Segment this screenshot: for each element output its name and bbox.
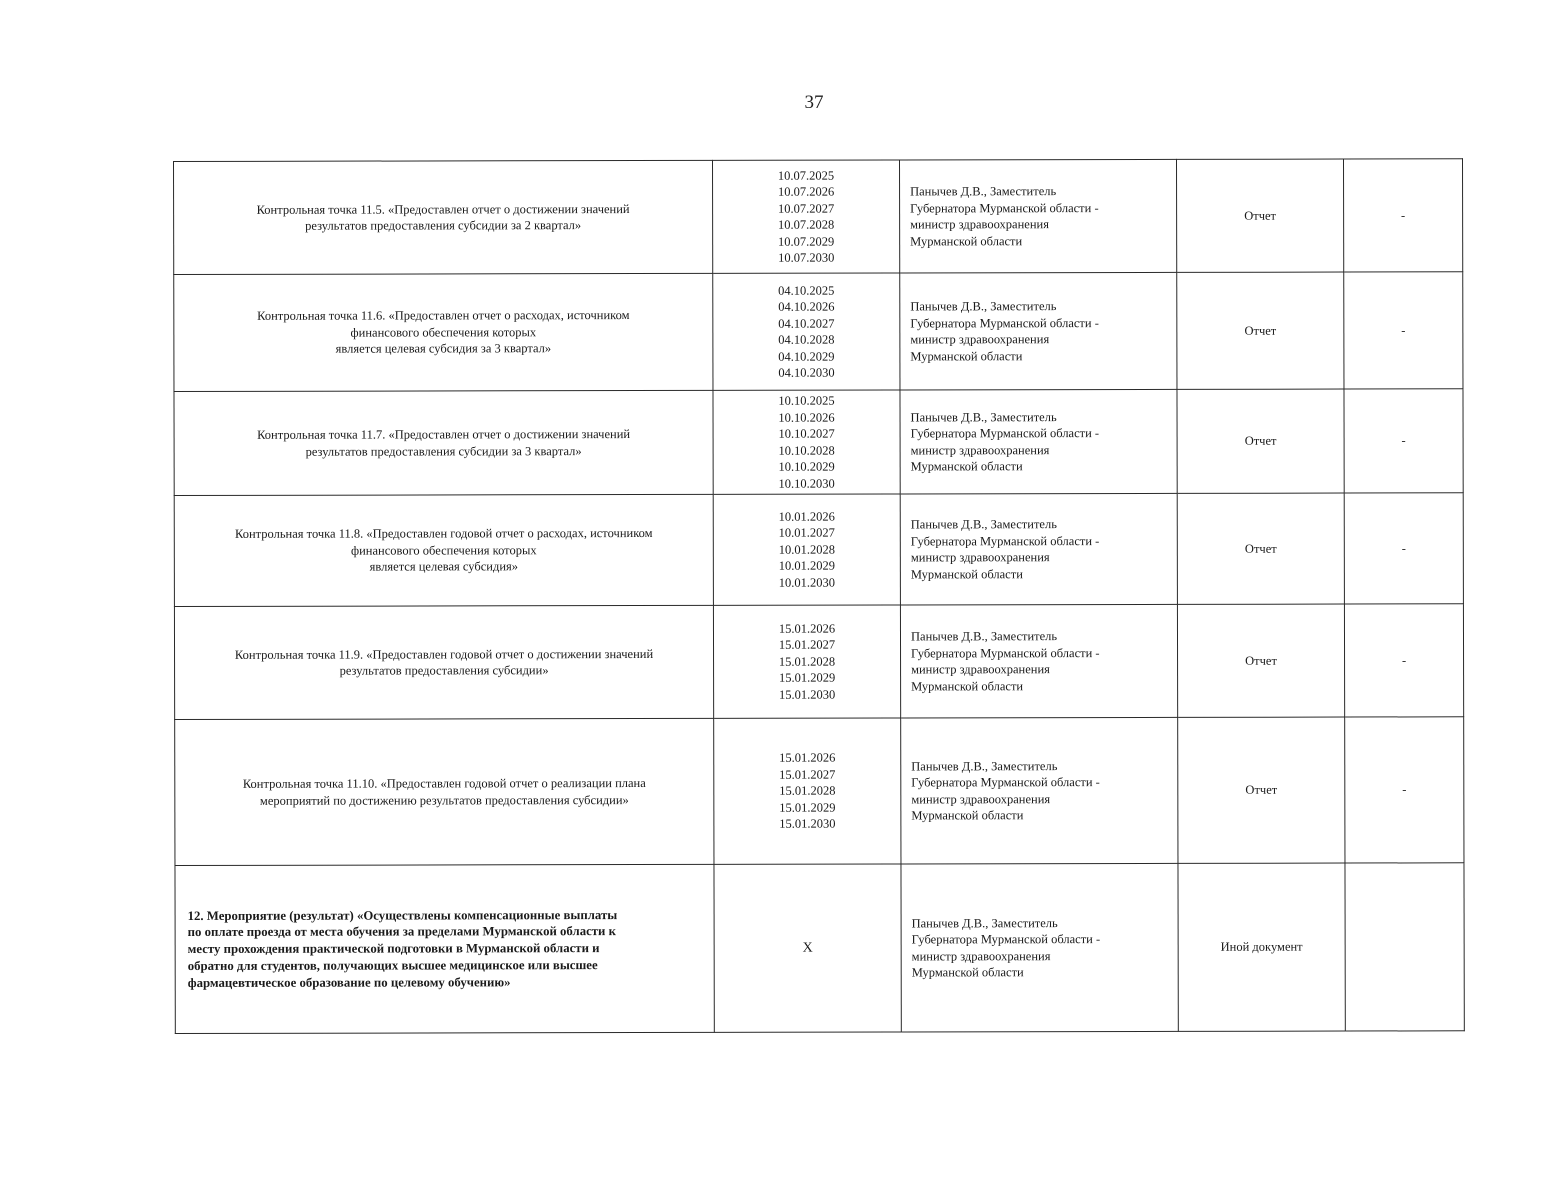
name-line: Контрольная точка 11.6. «Предоставлен отчет о расходах, источником — [257, 308, 630, 324]
date: 15.01.2026 — [779, 750, 836, 765]
dates-cell — [713, 390, 900, 494]
document-type-cell: Иной документ — [1178, 863, 1345, 1031]
date: 10.07.2029 — [778, 234, 835, 249]
responsible-cell — [899, 159, 1176, 273]
responsible-line: Панычев Д.В., Заместитель — [910, 409, 1057, 424]
responsible-line: Губернатора Мурманской области - — [910, 533, 1100, 548]
name-line: Контрольная точка 11.7. «Предоставлен отчет о достижении значений — [257, 427, 631, 442]
name-line: Контрольная точка 11.10. «Предоставлен годовой отчет о реализации плана — [242, 776, 646, 791]
name-line: по оплате проезда от места обучения за пределами Мурманской области к — [187, 924, 617, 940]
dates-cell — [713, 605, 900, 718]
date: 10.10.2028 — [778, 443, 835, 458]
responsible-line: Мурманской области — [910, 566, 1023, 581]
responsible-cell — [900, 493, 1177, 605]
dates-cell — [714, 864, 901, 1032]
name-line: результатов предоставления субсидии» — [339, 663, 549, 678]
responsible-line: министр здравоохранения — [911, 948, 1051, 963]
document-type-cell: Отчет — [1177, 389, 1344, 493]
date: 10.01.2028 — [778, 542, 835, 557]
date: 04.10.2029 — [778, 349, 835, 364]
responsible-line: Панычев Д.В., Заместитель — [910, 629, 1058, 644]
name-line: месту прохождения практической подготовки в Мурманской области и — [187, 941, 600, 957]
name-line: результатов предоставления субсидии за 3 квартал» — [305, 443, 582, 459]
document-type-cell: Отчет — [1177, 272, 1344, 389]
date: 10.10.2029 — [778, 459, 835, 474]
page-number: 37 — [804, 92, 824, 113]
responsible-line: Мурманской области — [911, 808, 1024, 823]
name-line: Контрольная точка 11.8. «Предоставлен годовой отчет о расходах, источником — [234, 526, 653, 542]
dates-cell — [713, 273, 900, 390]
responsible-line: министр здравоохранения — [911, 662, 1050, 677]
date: 04.10.2030 — [778, 365, 835, 380]
date: 15.01.2029 — [778, 670, 836, 685]
date: 10.07.2027 — [777, 201, 835, 216]
name-line: Контрольная точка 11.9. «Предоставлен годовой отчет о достижении значений — [234, 646, 654, 662]
control-point-name-cell — [175, 718, 714, 865]
responsible-line: Панычев Д.В., Заместитель — [911, 758, 1058, 773]
table-row — [175, 863, 1464, 1034]
control-point-name-cell — [174, 390, 713, 495]
responsible-line: Мурманской области — [911, 965, 1024, 980]
table-row — [175, 717, 1464, 866]
dates-cell — [712, 160, 899, 273]
date: 10.01.2026 — [778, 509, 835, 524]
responsible-cell — [900, 272, 1177, 390]
responsible-line: министр здравоохранения — [910, 442, 1050, 457]
document-type-cell: Отчет — [1176, 159, 1343, 272]
name-line: мероприятий по достижению результатов предоставления субсидии» — [259, 792, 629, 808]
date: 15.01.2027 — [779, 767, 836, 782]
responsible-cell — [901, 717, 1178, 864]
date: 04.10.2026 — [778, 299, 835, 314]
table-row — [174, 389, 1463, 496]
note-cell: - — [1344, 493, 1463, 604]
note-cell: - — [1344, 604, 1463, 717]
note-cell: - — [1345, 717, 1464, 863]
responsible-line: Мурманской области — [910, 233, 1023, 248]
table-row — [174, 272, 1463, 392]
control-point-name-cell — [174, 494, 713, 606]
date: 10.01.2029 — [778, 558, 835, 573]
responsible-line: Панычев Д.В., Заместитель — [910, 517, 1057, 532]
responsible-line: Панычев Д.В., Заместитель — [911, 915, 1058, 930]
date: 10.10.2026 — [778, 410, 835, 425]
note-cell: - — [1343, 159, 1462, 272]
date: 04.10.2025 — [778, 283, 835, 298]
dates-cell — [713, 494, 900, 605]
name-line: является целевая субсидия» — [369, 559, 519, 574]
date: 15.01.2027 — [778, 637, 836, 652]
date: 10.01.2030 — [778, 575, 836, 590]
date: 04.10.2027 — [778, 316, 835, 331]
name-line: результатов предоставления субсидии за 2 квартал» — [305, 218, 582, 233]
responsible-line: Губернатора Мурманской области - — [910, 315, 1099, 330]
name-line: Контрольная точка 11.5. «Предоставлен отчет о достижении значений — [256, 201, 630, 217]
note-cell — [1345, 863, 1464, 1031]
name-line: является целевая субсидия за 3 квартал» — [335, 341, 552, 356]
responsible-cell — [901, 863, 1178, 1032]
responsible-line: Панычев Д.В., Заместитель — [910, 299, 1057, 314]
date: 10.07.2026 — [777, 184, 835, 199]
dates-cell — [714, 718, 901, 864]
date: 04.10.2028 — [778, 332, 835, 347]
responsible-cell — [900, 604, 1177, 718]
responsible-line: Мурманской области — [910, 348, 1023, 363]
responsible-line: министр здравоохранения — [911, 791, 1051, 806]
date: 15.01.2028 — [779, 783, 836, 798]
document-type-cell: Отчет — [1177, 493, 1344, 604]
x-mark: X — [802, 940, 813, 956]
date: 10.10.2025 — [778, 393, 835, 408]
responsible-line: Губернатора Мурманской области - — [910, 426, 1100, 441]
date: 10.01.2027 — [778, 525, 835, 540]
responsible-line: Губернатора Мурманской области - — [911, 932, 1101, 947]
date: 10.07.2030 — [778, 250, 835, 265]
document-type-cell: Отчет — [1177, 604, 1344, 717]
responsible-line: Мурманской области — [911, 678, 1024, 693]
control-point-name-cell — [174, 273, 713, 391]
name-line: финансового обеспечения которых — [350, 542, 537, 558]
name-line: фармацевтическое образование по целевому обучению» — [187, 974, 511, 990]
date: 10.07.2028 — [777, 217, 835, 232]
name-line: финансового обеспечения которых — [350, 324, 537, 340]
date: 10.10.2027 — [778, 426, 835, 441]
date: 15.01.2029 — [779, 800, 836, 815]
responsible-line: министр здравоохранения — [910, 217, 1049, 232]
responsible-line: Мурманской области — [910, 459, 1023, 474]
responsible-line: министр здравоохранения — [910, 550, 1050, 565]
responsible-line: министр здравоохранения — [910, 332, 1050, 347]
table-row — [174, 159, 1463, 275]
date: 15.01.2030 — [778, 687, 836, 702]
control-point-name-cell — [174, 605, 713, 719]
responsible-line: Губернатора Мурманской области - — [911, 645, 1100, 660]
date: 15.01.2028 — [778, 654, 836, 669]
responsible-line: Панычев Д.В., Заместитель — [910, 184, 1057, 199]
name-line: 12. Мероприятие (результат) «Осуществлены компенсационные выплаты — [187, 907, 618, 923]
responsible-cell — [900, 389, 1177, 494]
table-row — [174, 493, 1463, 607]
control-points-table — [173, 158, 1465, 1034]
document-type-cell: Отчет — [1178, 717, 1345, 863]
name-line: обратно для студентов, получающих высшее медицинское или высшее — [187, 958, 598, 973]
date: 10.07.2025 — [777, 168, 835, 183]
responsible-line: Губернатора Мурманской области - — [911, 775, 1100, 790]
note-cell: - — [1344, 272, 1463, 389]
measure-name-cell — [175, 864, 714, 1033]
responsible-line: Губернатора Мурманской области - — [910, 200, 1099, 215]
date: 15.01.2030 — [779, 816, 836, 831]
table-row — [174, 604, 1463, 720]
date: 15.01.2026 — [778, 621, 836, 636]
date: 10.10.2030 — [778, 476, 835, 491]
note-cell: - — [1344, 389, 1463, 493]
control-point-name-cell — [174, 160, 713, 274]
